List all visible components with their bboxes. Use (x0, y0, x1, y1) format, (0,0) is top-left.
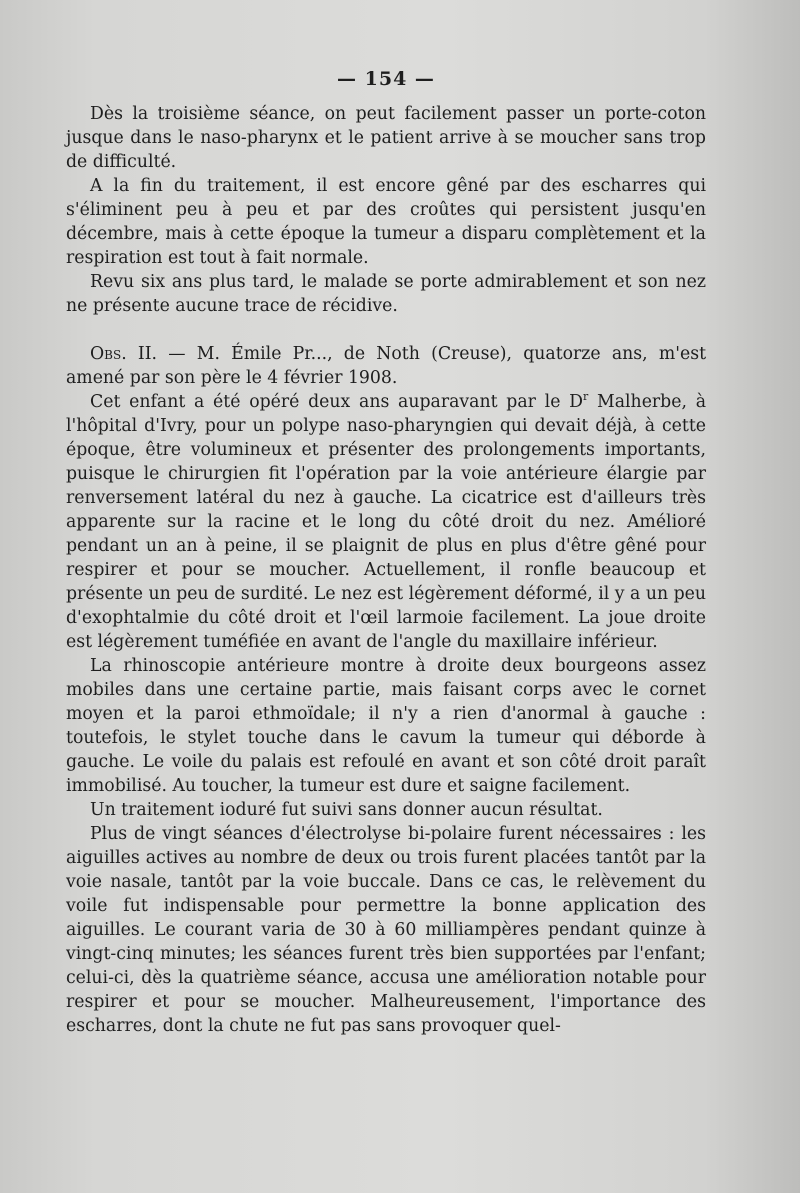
paragraph-history (66, 390, 706, 654)
observation-intro: — M. Émile Pr..., de Noth (Creuse), quatorze ans, m'est amené par son père le 4 février 1908. (66, 344, 707, 388)
history-text-rest: Malherbe, à l'hôpital d'Ivry, pour un polype naso-pharyngien qui devait déjà, à cette époque, être volumineux et présenter des prolongements importants, puisque le chirurgien fit l'opération par la voie antérieure élargie par renversement latéral du nez à gauche. La cicatrice est d'ailleurs très apparente sur la racine et le long du côté droit du nez. Amélioré pendant un an à peine, il se plaignit de plus en plus d'être gêné pour respirer et pour se moucher. Actuellement, il ronfle beaucoup et présente un peu de surdité. Le nez est légèrement déformé, il y a un peu d'exophtalmie du côté droit et l'œil larmoie facilement. La joue droite est légèrement tuméfiée en avant de l'angle du maxillaire inférieur. (66, 392, 707, 652)
page-number: — 154 — (337, 68, 435, 90)
paragraph-treatment-iodure: Un traitement ioduré fut suivi sans donner aucun résultat. (90, 800, 603, 820)
paragraph-3: Revu six ans plus tard, le malade se porte admirablement et son nez ne présente aucune trace de récidive. (66, 272, 706, 316)
observation-heading-paragraph (66, 342, 706, 390)
paragraph-electrolysis: Plus de vingt séances d'électrolyse bi-polaire furent nécessaires : les aiguilles actives au nombre de deux ou trois furent placées tantôt par la voie nasale, tantôt par la voie buccale. Dans ce cas, le relèvement du voile fut indispensable pour permettre la bonne application des aiguilles. Le courant varia de 30 à 60 milliampères pendant quinze à vingt-cinq minutes; les séances furent très bien supportées par l'enfant; celui-ci, dès la quatrième séance, accusa une amélioration notable pour respirer et pour se moucher. Malheureusement, l'importance des escharres, dont la chute ne fut pas sans provoquer quel- (66, 824, 706, 1036)
book-page (66, 68, 706, 1038)
paragraph-2: A la fin du traitement, il est encore gêné par des escharres qui s'éliminent peu à peu et par des croûtes qui persistent jusqu'en décembre, mais à cette époque la tumeur a disparu complètement et la respiration est tout à fait normale. (66, 176, 706, 268)
doctor-abbrev-sup: r (583, 390, 589, 404)
paragraph-1: Dès la troisième séance, on peut facilement passer un porte-coton jusque dans le naso-pharynx et le patient arrive à se moucher sans trop de difficulté. (66, 104, 706, 172)
paragraph-rhinoscopy: La rhinoscopie antérieure montre à droite deux bourgeons assez mobiles dans une certaine partie, mais faisant corps avec le cornet moyen et la paroi ethmoïdale; il n'y a rien d'anormal à gauche : toutefois, le stylet touche dans le cavum la tumeur qui déborde à gauche. Le voile du palais est refoulé en avant et son côté droit paraît immobilisé. Au toucher, la tumeur est dure et saigne facilement. (66, 656, 706, 796)
observation-label: Obs. II. (90, 344, 158, 364)
history-text-start: Cet enfant a été opéré deux ans auparavant par le D (90, 392, 584, 412)
section-gap (66, 318, 706, 342)
